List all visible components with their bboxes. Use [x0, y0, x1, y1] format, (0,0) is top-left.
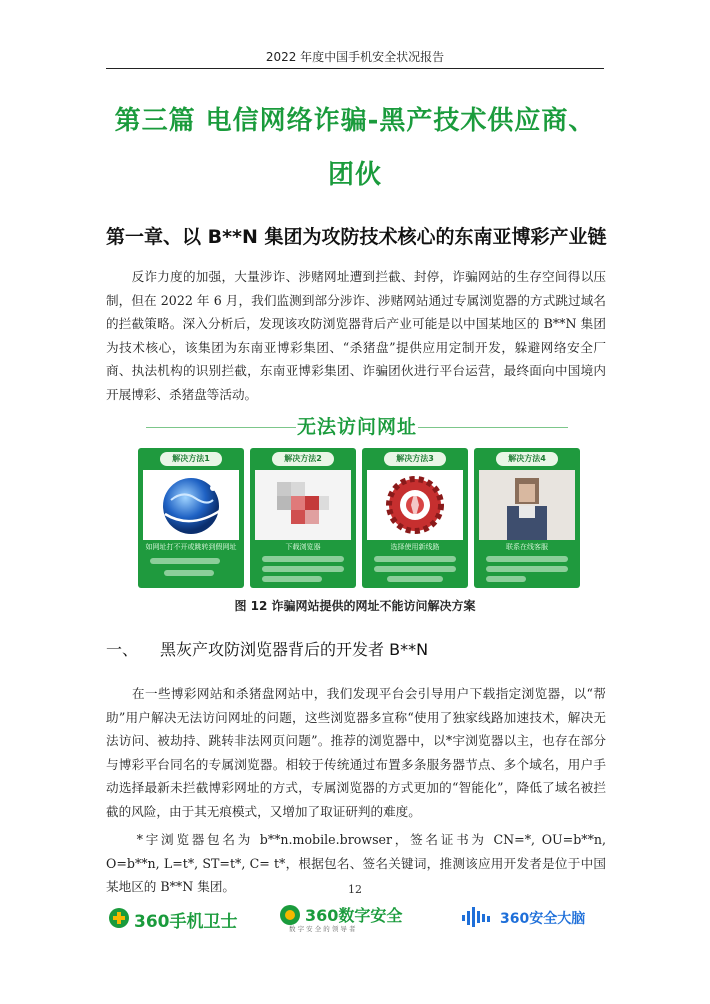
panel-tab: 解决方法3: [384, 452, 446, 466]
blurred-text: [486, 556, 568, 562]
figure-cannot-access: [136, 410, 578, 588]
blurred-text: [387, 576, 443, 582]
signal-bars-icon: [462, 906, 496, 928]
banner-text: 无法访问网址: [296, 416, 417, 438]
panel-caption: 下载浏览器: [285, 543, 321, 551]
solution-panel-2: [250, 448, 356, 588]
figure-banner: [136, 410, 578, 444]
blurred-text: [374, 566, 456, 572]
part-title-line2: 团伙: [327, 160, 382, 190]
blurred-text: [164, 570, 214, 576]
solution-panel-4: [474, 448, 580, 588]
blurred-text: [262, 566, 344, 572]
report-header: 2022 年度中国手机安全状况报告: [265, 50, 445, 64]
logo2-slogan: 数 字 安 全 的 领 导 者: [289, 925, 356, 933]
logo1-text: 360手机卫士: [134, 912, 238, 932]
panel-tab: 解决方法4: [496, 452, 558, 466]
panel-caption: 选择使用新线路: [390, 543, 440, 551]
blurred-text: [374, 556, 456, 562]
section-title: [106, 637, 428, 660]
360-ring-icon: [279, 904, 301, 926]
logo-360-security-brain: [462, 903, 602, 933]
panel-tab: 解决方法1: [160, 452, 222, 466]
blurred-text: [150, 558, 220, 564]
blurred-app-image: [255, 470, 351, 540]
figure-caption: 图 12 诈骗网站提供的网址不能访问解决方案: [234, 599, 476, 613]
shield-plus-icon: [108, 907, 130, 929]
blurred-text: [486, 576, 526, 582]
gear-image: [367, 470, 463, 540]
solution-panel-3: [362, 448, 468, 588]
panel-caption: 联系在线客服: [506, 543, 548, 551]
logo-360-mobile-guard: [108, 903, 258, 933]
solution-panel-1: [138, 448, 244, 588]
section-title-text: 黑灰产攻防浏览器背后的开发者 B**N: [160, 640, 429, 659]
page-number: 12: [348, 883, 362, 896]
blurred-text: [262, 576, 322, 582]
chapter-title: 第一章、以 B**N 集团为攻防技术核心的东南亚博彩产业链: [106, 226, 607, 248]
panel-caption: 如网址打不开或跳转到假网址: [145, 543, 237, 551]
logo-360-digital-security: [279, 903, 429, 933]
blurred-text: [486, 566, 568, 572]
logo2-text: 360数字安全: [305, 906, 403, 925]
paragraph-intro: 反诈力度的加强，大量涉诈、涉赌网址遭到拦截、封停，诈骗网站的生存空间得以压制，但在 2022 年 6 月，我们监测到部分涉诈、涉赌网站通过专属浏览器的方式跳过域名的拦截策略。深入分析后，发现该攻防浏览器背后产业可能是以中国某地区的 B**N 集团为技术核心，该集团为东南亚博彩集团、“杀猪盘”提供应用定制开发，躲避网络安全厂商、执法机构的识别拦截，东南亚博彩集团、诈骗团伙进行平台运营，最终面向中国境内开展博彩、杀猪盘等活动。: [106, 269, 606, 402]
blurred-text: [262, 556, 344, 562]
panel-tab: 解决方法2: [272, 452, 334, 466]
header-rule: [106, 68, 604, 69]
logo3-text: 360安全大脑: [500, 911, 586, 927]
section-number: 一、: [106, 640, 139, 659]
paragraph-package: *宇浏览器包名为 b**n.mobile.browser，签名证书为 CN=*, OU=b**n, O=b**n, L=t*, ST=t*, C= t*，根据包名、签名关键词，推测该应用开发者是位于中国某地区的 B**N 集团。: [106, 832, 606, 894]
paragraph-browser: 在一些博彩网站和杀猪盘网站中，我们发现平台会引导用户下载指定浏览器，以“帮助”用户解决无法访问网址的问题，这些浏览器多宣称“使用了独家线路加速技术，解决无法访问、被劫持、跳转非法网页问题”。推荐的浏览器中，以*宇浏览器以主，也存在部分与博彩平台同名的专属浏览器。相较于传统通过布置多条服务器节点、多个域名，用户手动选择最新未拦截博彩网址的方式，专属浏览器的方式更加的“智能化”，降低了域名被拦截的风险，由于其无痕模式，又增加了取证研判的难度。: [106, 686, 606, 819]
part-title-line1: 第三篇 电信网络诈骗-黑产技术供应商、: [114, 106, 596, 136]
globe-image: [143, 470, 239, 540]
blurred-person-image: [479, 470, 575, 540]
